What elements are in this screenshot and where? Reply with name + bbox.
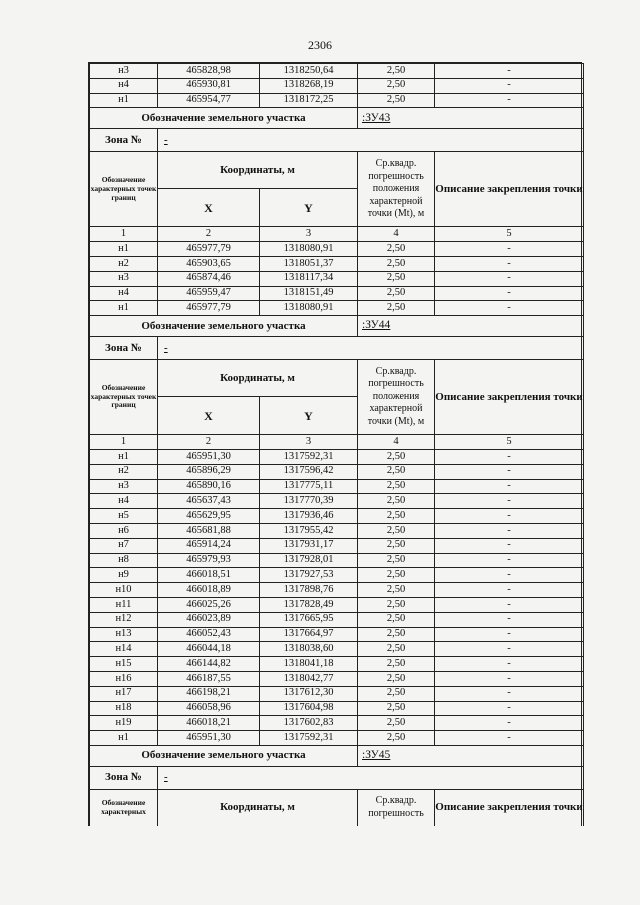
zone-row — [90, 766, 584, 789]
x-coordinate-cell: 466044,18 — [158, 642, 260, 657]
point-designation-header: Обозначение характерных — [90, 789, 158, 826]
x-coordinate-cell: 465828,98 — [158, 64, 260, 79]
parcel-designation-row — [90, 316, 584, 337]
table-row — [90, 716, 584, 731]
y-header: Y — [260, 397, 358, 435]
point-number-cell: н1 — [90, 93, 158, 108]
accuracy-cell: 2,50 — [358, 64, 435, 79]
table-row — [90, 242, 584, 257]
point-number-cell: н17 — [90, 686, 158, 701]
table-row — [90, 64, 584, 79]
x-coordinate-cell: 466023,89 — [158, 612, 260, 627]
page-number: 2306 — [308, 38, 332, 52]
y-coordinate-cell: 1317955,42 — [260, 523, 358, 538]
zone-label: Зона № — [90, 766, 158, 789]
accuracy-cell: 2,50 — [358, 271, 435, 286]
description-cell: - — [435, 701, 584, 716]
point-number-cell: н11 — [90, 597, 158, 612]
description-cell: - — [435, 568, 584, 583]
x-coordinate-cell: 466144,82 — [158, 657, 260, 672]
y-coordinate-cell: 1318051,37 — [260, 256, 358, 271]
parcel-designation-label: Обозначение земельного участка — [90, 745, 358, 766]
y-coordinate-cell: 1318042,77 — [260, 671, 358, 686]
zone-value: - — [158, 766, 584, 789]
table-row — [90, 78, 584, 93]
point-number-cell: н1 — [90, 301, 158, 316]
coordinates-header: Координаты, м — [158, 789, 358, 826]
x-coordinate-cell: 465977,79 — [158, 301, 260, 316]
table-row — [90, 271, 584, 286]
point-number-cell: н6 — [90, 523, 158, 538]
accuracy-cell: 2,50 — [358, 671, 435, 686]
y-coordinate-cell: 1318268,19 — [260, 78, 358, 93]
parcel-designation-label: Обозначение земельного участка — [90, 108, 358, 129]
zone-row — [90, 129, 584, 152]
description-header: Описание закрепления точки — [435, 789, 584, 826]
accuracy-cell: 2,50 — [358, 494, 435, 509]
accuracy-cell: 2,50 — [358, 523, 435, 538]
y-coordinate-cell: 1317931,17 — [260, 538, 358, 553]
accuracy-cell: 2,50 — [358, 449, 435, 464]
description-cell: - — [435, 464, 584, 479]
accuracy-cell: 2,50 — [358, 78, 435, 93]
x-coordinate-cell: 465954,77 — [158, 93, 260, 108]
point-number-cell: н3 — [90, 271, 158, 286]
y-coordinate-cell: 1318041,18 — [260, 657, 358, 672]
description-cell: - — [435, 509, 584, 524]
y-coordinate-cell: 1318172,25 — [260, 93, 358, 108]
parcel-designation-row — [90, 108, 584, 129]
parcel-reference: :ЗУ44 — [358, 316, 584, 337]
y-coordinate-cell: 1318151,49 — [260, 286, 358, 301]
column-number-cell: 2 — [158, 435, 260, 450]
table-header-row-partial — [90, 789, 584, 826]
column-number-cell: 4 — [358, 227, 435, 242]
x-coordinate-cell: 465903,65 — [158, 256, 260, 271]
parcel-reference: :ЗУ43 — [358, 108, 584, 129]
point-number-cell: н18 — [90, 701, 158, 716]
point-number-cell: н2 — [90, 464, 158, 479]
accuracy-cell: 2,50 — [358, 553, 435, 568]
description-cell: - — [435, 494, 584, 509]
zone-value: - — [158, 337, 584, 360]
y-coordinate-cell: 1318080,91 — [260, 301, 358, 316]
description-cell: - — [435, 553, 584, 568]
accuracy-cell: 2,50 — [358, 464, 435, 479]
parcel-designation-row — [90, 745, 584, 766]
parcel-designation-label: Обозначение земельного участка — [90, 316, 358, 337]
table-row — [90, 671, 584, 686]
table-row — [90, 642, 584, 657]
coordinates-header: Координаты, м — [158, 152, 358, 189]
accuracy-cell: 2,50 — [358, 509, 435, 524]
y-coordinate-cell: 1317775,11 — [260, 479, 358, 494]
point-number-cell: н8 — [90, 553, 158, 568]
table-row — [90, 538, 584, 553]
table-row — [90, 627, 584, 642]
description-cell: - — [435, 583, 584, 598]
table-row — [90, 597, 584, 612]
coordinates-header: Координаты, м — [158, 360, 358, 397]
point-number-cell: н4 — [90, 494, 158, 509]
y-coordinate-cell: 1317928,01 — [260, 553, 358, 568]
point-number-cell: н4 — [90, 78, 158, 93]
table-row — [90, 286, 584, 301]
table-row — [90, 568, 584, 583]
table-row — [90, 301, 584, 316]
accuracy-header: Ср.квадр. погрешность положения характерной точки (Mt), м — [358, 360, 435, 435]
description-cell: - — [435, 301, 584, 316]
y-coordinate-cell: 1318080,91 — [260, 242, 358, 257]
description-cell: - — [435, 479, 584, 494]
description-cell: - — [435, 523, 584, 538]
description-header: Описание закрепления точки — [435, 152, 584, 227]
accuracy-cell: 2,50 — [358, 612, 435, 627]
column-number-cell: 1 — [90, 435, 158, 450]
table-row — [90, 686, 584, 701]
description-cell: - — [435, 627, 584, 642]
table-row — [90, 93, 584, 108]
x-coordinate-cell: 465930,81 — [158, 78, 260, 93]
accuracy-cell: 2,50 — [358, 627, 435, 642]
x-coordinate-cell: 465951,30 — [158, 731, 260, 746]
x-coordinate-cell: 465959,47 — [158, 286, 260, 301]
table-row — [90, 464, 584, 479]
column-number-cell: 3 — [260, 227, 358, 242]
x-coordinate-cell: 466187,55 — [158, 671, 260, 686]
description-cell: - — [435, 449, 584, 464]
table-row — [90, 657, 584, 672]
coordinates-table-body — [90, 64, 584, 826]
description-cell: - — [435, 642, 584, 657]
accuracy-cell: 2,50 — [358, 642, 435, 657]
table-row — [90, 701, 584, 716]
column-number-cell: 4 — [358, 435, 435, 450]
accuracy-cell: 2,50 — [358, 93, 435, 108]
point-number-cell: н4 — [90, 286, 158, 301]
description-header: Описание закрепления точки — [435, 360, 584, 435]
description-cell: - — [435, 78, 584, 93]
y-coordinate-cell: 1317664,97 — [260, 627, 358, 642]
y-coordinate-cell: 1318250,64 — [260, 64, 358, 79]
table-row — [90, 523, 584, 538]
description-cell: - — [435, 716, 584, 731]
point-number-cell: н12 — [90, 612, 158, 627]
x-coordinate-cell: 465629,95 — [158, 509, 260, 524]
y-coordinate-cell: 1317592,31 — [260, 449, 358, 464]
accuracy-cell: 2,50 — [358, 568, 435, 583]
accuracy-cell: 2,50 — [358, 597, 435, 612]
y-coordinate-cell: 1318038,60 — [260, 642, 358, 657]
table-header-row — [90, 152, 584, 189]
point-number-cell: н2 — [90, 256, 158, 271]
y-coordinate-cell: 1317665,95 — [260, 612, 358, 627]
x-coordinate-cell: 466025,26 — [158, 597, 260, 612]
accuracy-cell: 2,50 — [358, 242, 435, 257]
accuracy-cell: 2,50 — [358, 686, 435, 701]
description-cell: - — [435, 242, 584, 257]
accuracy-cell: 2,50 — [358, 479, 435, 494]
accuracy-cell: 2,50 — [358, 301, 435, 316]
x-coordinate-cell: 465637,43 — [158, 494, 260, 509]
description-cell: - — [435, 286, 584, 301]
y-header: Y — [260, 189, 358, 227]
y-coordinate-cell: 1317828,49 — [260, 597, 358, 612]
table-header-row — [90, 360, 584, 397]
description-cell: - — [435, 93, 584, 108]
accuracy-cell: 2,50 — [358, 286, 435, 301]
description-cell: - — [435, 538, 584, 553]
y-coordinate-cell: 1317927,53 — [260, 568, 358, 583]
table-row — [90, 449, 584, 464]
y-coordinate-cell: 1317602,83 — [260, 716, 358, 731]
x-coordinate-cell: 465874,46 — [158, 271, 260, 286]
x-coordinate-cell: 465896,29 — [158, 464, 260, 479]
table-row — [90, 494, 584, 509]
x-coordinate-cell: 465681,88 — [158, 523, 260, 538]
table-row — [90, 553, 584, 568]
description-cell: - — [435, 64, 584, 79]
coordinates-sheet — [88, 62, 582, 826]
description-cell: - — [435, 671, 584, 686]
x-coordinate-cell: 465977,79 — [158, 242, 260, 257]
x-coordinate-cell: 466018,89 — [158, 583, 260, 598]
point-number-cell: н10 — [90, 583, 158, 598]
point-number-cell: н9 — [90, 568, 158, 583]
point-number-cell: н3 — [90, 479, 158, 494]
column-number-row — [90, 227, 584, 242]
table-row — [90, 256, 584, 271]
point-number-cell: н3 — [90, 64, 158, 79]
x-coordinate-cell: 465914,24 — [158, 538, 260, 553]
x-header: X — [158, 397, 260, 435]
description-cell: - — [435, 271, 584, 286]
x-coordinate-cell: 465951,30 — [158, 449, 260, 464]
point-number-cell: н1 — [90, 242, 158, 257]
y-coordinate-cell: 1317604,98 — [260, 701, 358, 716]
column-number-cell: 5 — [435, 435, 584, 450]
point-number-cell: н7 — [90, 538, 158, 553]
y-coordinate-cell: 1317612,30 — [260, 686, 358, 701]
column-number-row — [90, 435, 584, 450]
y-coordinate-cell: 1317592,31 — [260, 731, 358, 746]
parcel-reference: :ЗУ45 — [358, 745, 584, 766]
point-number-cell: н13 — [90, 627, 158, 642]
zone-label: Зона № — [90, 129, 158, 152]
point-number-cell: н1 — [90, 449, 158, 464]
x-coordinate-cell: 466198,21 — [158, 686, 260, 701]
y-coordinate-cell: 1317898,76 — [260, 583, 358, 598]
zone-row — [90, 337, 584, 360]
column-number-cell: 5 — [435, 227, 584, 242]
x-coordinate-cell: 466058,96 — [158, 701, 260, 716]
table-row — [90, 731, 584, 746]
point-number-cell: н15 — [90, 657, 158, 672]
description-cell: - — [435, 612, 584, 627]
point-number-cell: н1 — [90, 731, 158, 746]
description-cell: - — [435, 256, 584, 271]
accuracy-header: Ср.квадр. погрешность положения характерной точки (Mt), м — [358, 152, 435, 227]
y-coordinate-cell: 1317596,42 — [260, 464, 358, 479]
y-coordinate-cell: 1317936,46 — [260, 509, 358, 524]
x-coordinate-cell: 466018,21 — [158, 716, 260, 731]
accuracy-cell: 2,50 — [358, 701, 435, 716]
table-row — [90, 583, 584, 598]
x-coordinate-cell: 466052,43 — [158, 627, 260, 642]
table-row — [90, 479, 584, 494]
point-number-cell: н14 — [90, 642, 158, 657]
point-number-cell: н19 — [90, 716, 158, 731]
zone-label: Зона № — [90, 337, 158, 360]
column-number-cell: 3 — [260, 435, 358, 450]
x-coordinate-cell: 465890,16 — [158, 479, 260, 494]
accuracy-cell: 2,50 — [358, 731, 435, 746]
x-coordinate-cell: 466018,51 — [158, 568, 260, 583]
accuracy-cell: 2,50 — [358, 538, 435, 553]
zone-value: - — [158, 129, 584, 152]
description-cell: - — [435, 597, 584, 612]
y-coordinate-cell: 1317770,39 — [260, 494, 358, 509]
table-row — [90, 509, 584, 524]
y-coordinate-cell: 1318117,34 — [260, 271, 358, 286]
column-number-cell: 1 — [90, 227, 158, 242]
table-row — [90, 612, 584, 627]
point-designation-header: Обозначение характерных точек границ — [90, 360, 158, 435]
coordinates-table — [89, 63, 584, 826]
accuracy-cell: 2,50 — [358, 256, 435, 271]
x-coordinate-cell: 465979,93 — [158, 553, 260, 568]
accuracy-cell: 2,50 — [358, 583, 435, 598]
x-header: X — [158, 189, 260, 227]
accuracy-header: Ср.квадр. погрешность — [358, 789, 435, 826]
accuracy-cell: 2,50 — [358, 657, 435, 672]
point-number-cell: н5 — [90, 509, 158, 524]
point-number-cell: н16 — [90, 671, 158, 686]
column-number-cell: 2 — [158, 227, 260, 242]
description-cell: - — [435, 657, 584, 672]
description-cell: - — [435, 686, 584, 701]
point-designation-header: Обозначение характерных точек границ — [90, 152, 158, 227]
accuracy-cell: 2,50 — [358, 716, 435, 731]
description-cell: - — [435, 731, 584, 746]
